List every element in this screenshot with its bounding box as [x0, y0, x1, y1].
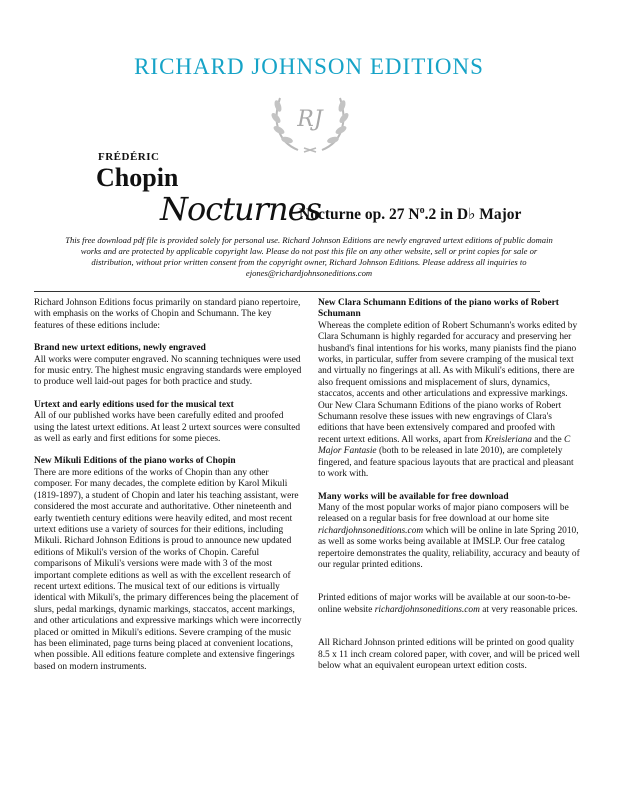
laurel-logo-icon: [268, 84, 352, 156]
section-heading-urtext: Urtext and early editions used for the musical text: [34, 399, 234, 410]
collection-title: Nocturnes: [160, 190, 321, 228]
printed-text-1: Printed editions of major works will be available at our soon-to-be-online website: [318, 593, 571, 615]
website-link[interactable]: richardjohnsoneditions.com: [318, 525, 424, 536]
schumann-text-3: (both to be released in late 2010), are completely fingered, and feature spacious layouts that are practical and pleasant to work with.: [318, 446, 574, 480]
composer-first-name: FRÉDÉRIC: [98, 151, 160, 163]
schumann-text-1: Whereas the complete edition of Robert Schumann's works edited by Clara Schumann is highly regarded for accuracy and preserving her husband's final intentions for his works, many pianists find the piano works, in particular, suffer from severe cramping of the musical text and virtually no fingerings at all. As with Mikuli's editions, there are also frequent omissions and misplacement of slurs, dynamics, staccatos, accents and other articulations and expressive markings. Our New Clara Schumann Editions of the piano works of Robert Schumann resolve these issues with new engravings of Clara's editions that have been extensively compared and proofed with recent urtext editions. All works, apart from: [318, 320, 578, 445]
piece-title-prefix: Nocturne op. 27 N: [299, 206, 420, 223]
section-body-mikuli: There are more editions of the works of Chopin than any other composer. For many decades, the complete edition by Karol Mikuli (1819-1897), a student of Chopin and later his teaching assistant, were considered the most accurate and authoritative. Other nineteenth and early twentieth century editions were heavily edited, and most recent urtext editions use a variety of sources for their editions, including Mikuli. Richard Johnson Editions is proud to announce new updated editions of Mikuli's version of the works of Chopin. Careful comparisons of Mikuli's versions were made with 3 of the most important complete editions as well as with the excellent research of recent urtext editions. The musical text of our editions is virtually identical with Mikuli's, the primary differences being the placement of slurs, pedal markings, dynamic markings, staccatos, accent markings, and other articulations and expressive markings which were incorrectly placed or omitted in Mikuli's editions. Severe cramping of the music has been eliminated, page turns being placed at convenient locations, when possible. All editions feature complete and extensive fingerings based on modern instruments.: [34, 467, 302, 672]
website-link-2[interactable]: richardjohnsoneditions.com: [374, 604, 480, 615]
section-body-schumann: [318, 321, 580, 481]
section-body-free-download: [318, 503, 580, 571]
section-body-engraved: All works were computer engraved. No scanning techniques were used for music entry. The highest music engraving standards were employed to produce well laid-out pages for both practice and study.: [34, 354, 302, 388]
right-column: [318, 298, 580, 683]
paper-quality-paragraph: All Richard Johnson printed editions will be printed on good quality 8.5 x 11 inch cream colored paper, with cover, and will be priced well below what an equivalent european urtext edition costs.: [318, 638, 580, 671]
section-heading-mikuli: New Mikuli Editions of the piano works of Chopin: [34, 456, 236, 467]
section-heading-schumann: New Clara Schumann Editions of the piano works of Robert Schumann: [318, 298, 559, 320]
copyright-notice: This free download pdf file is provided solely for personal use. Richard Johnson Editions are newly engraved urtext editions of public domain works and are protected by applicable copyright law. Please do not post this file on any other website, sell or print copies for sale or distribution, without prior written consent from the copyright owner, Richard Johnson Editions. Please address all inquiries to ejones@richardjohnsoneditions.com: [65, 235, 553, 278]
left-column: [34, 298, 302, 684]
download-text-2: which will be online in late Spring 2010, as well as some works being available at IMSLP. Our free catalog repertoire demonstrates the quality, reliability, accuracy and beauty of our regular printed editions.: [318, 525, 580, 570]
piece-title-sup: o: [419, 204, 425, 216]
printed-text-2: at very reasonable prices.: [479, 604, 578, 615]
composer-last-name: Chopin: [96, 163, 179, 192]
divider: [34, 291, 540, 292]
kreisleriana-title: Kreisleriana: [484, 434, 532, 445]
brand-title: RICHARD JOHNSON EDITIONS: [134, 54, 484, 79]
section-heading-engraved: Brand new urtext editions, newly engraved: [34, 343, 206, 354]
section-body-urtext: All of our published works have been carefully edited and proofed using the latest urtext editions. At least 2 urtext sources were consulted as well as early and first editions for some pieces.: [34, 411, 301, 445]
fantasie-title: C Major Fantasie: [318, 434, 571, 457]
piece-title-suffix: .2 in D♭ Major: [424, 206, 522, 223]
download-text-1: Many of the most popular works of major piano composers will be released on a regular basis for free download at our home site: [318, 502, 569, 525]
piece-title: [299, 204, 521, 224]
printed-editions-paragraph: [318, 593, 580, 616]
intro-paragraph: Richard Johnson Editions focus primarily on standard piano repertoire, with emphasis on the works of Chopin and Schumann. The key features of these editions include:: [34, 298, 301, 331]
logo-monogram: RJ: [297, 107, 323, 132]
section-heading-free-download: Many works will be available for free download: [318, 491, 509, 502]
schumann-text-2: and the: [531, 434, 564, 445]
